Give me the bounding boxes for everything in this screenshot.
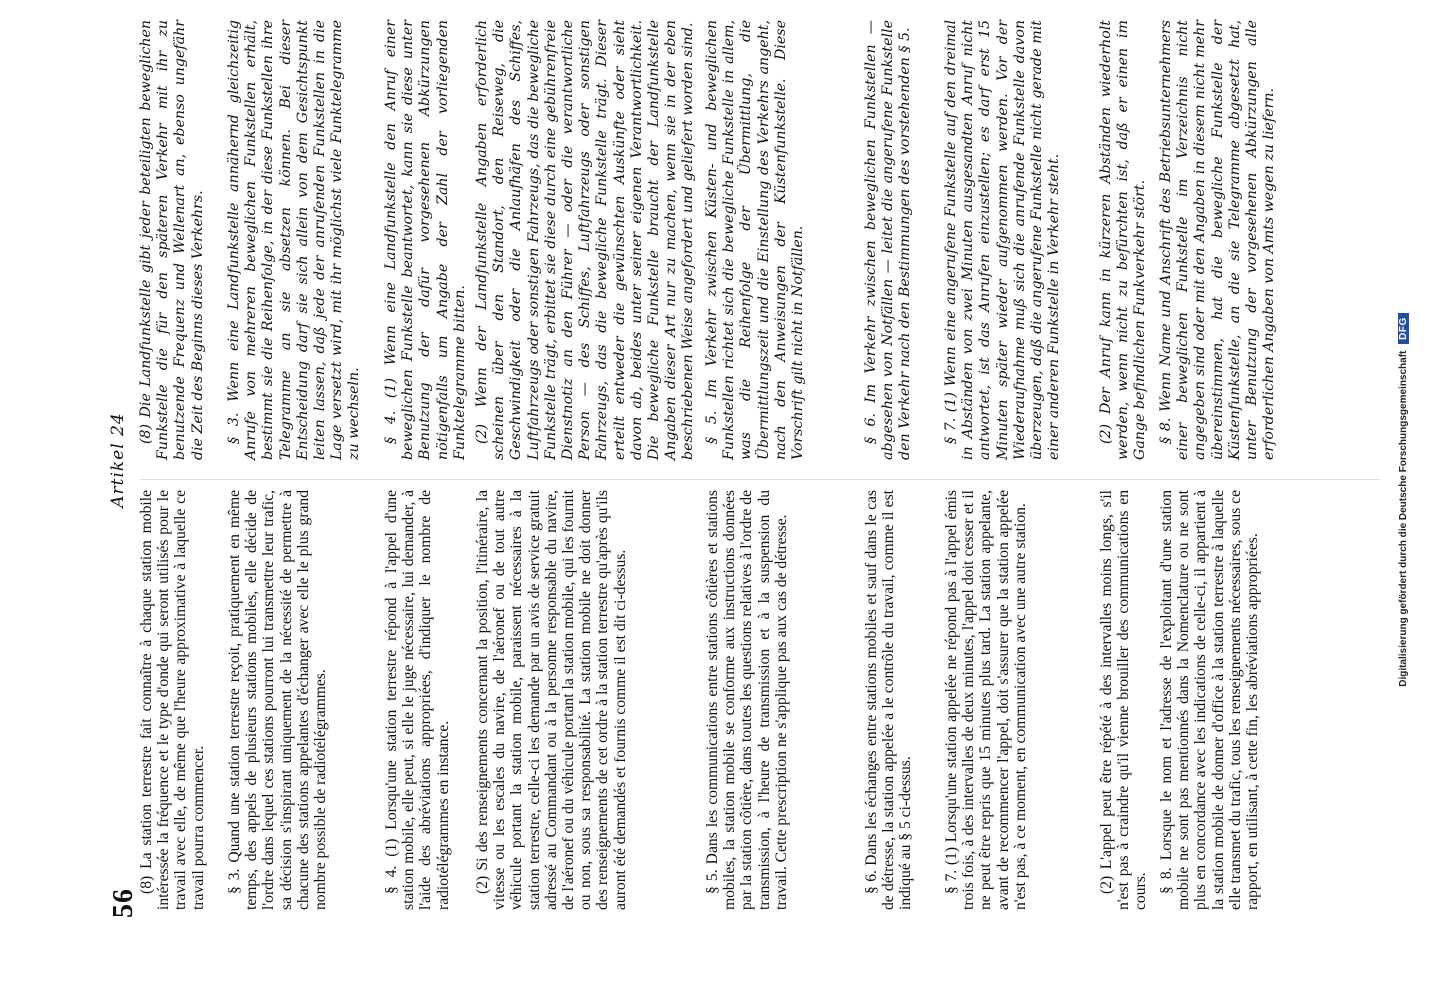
fr-section-6: § 6. Dans les échanges entre stations mobiles et sauf dans le cas de détresse, la station appelée a le contrôle du travail, comme il est indiqué au § 5 ci-dessus. — [863, 490, 915, 910]
fr-section-8: § 8. Lorsque le nom et l'adresse de l'exploitant d'une station mobile ne sont pas mentionnés dans la Nomenclature ou ne sont plus en concordance avec les indications de celle-ci, il appartient à la station mobile de donner d'office à la station terrestre à laquelle elle transmet du trafic, tous les renseignements nécessaires, sous ce rapport, en utilisant, à cette fin, les abréviations appropriées. — [1158, 490, 1262, 910]
de-section-4-2: (2) Wenn der Landfunkstelle Angaben erforderlich scheinen über den Standort, den Reiseweg, die Geschwindigkeit oder die Anlaufhäfen des Schiffes, Luftfahrzeugs oder sonstigen Fahrzeugs, das die bewegliche Funkstelle trägt, erbittet sie diese durch eine gebührenfreie Dienstnotiz an den Führer — oder die verantwortliche Person — des Schiffes, Luftfahrzeugs oder sonstigen Fahrzeugs, das die bewegliche Funkstelle trägt. Dieser erteilt entweder die gewünschten Auskünfte oder sieht davon ab, beides unter seiner eigenen Verantwortlichkeit. Die bewegliche Funkstelle braucht der Landfunkstelle Angaben dieser Art nur zu machen, wenn sie in der eben beschriebenen Weise angefordert und geliefert worden sind. — [474, 20, 697, 460]
de-section-3: § 3. Wenn eine Landfunkstelle annähernd gleichzeitig Anrufe von mehreren beweglichen Funkstellen erhält, bestimmt sie die Reihenfolge, in der diese Funkstellen ihre Telegramme an sie absetzen können. Bei dieser Entscheidung darf sie sich allein von dem Gesichtspunkt leiten lassen, daß jede der anrufenden Funkstellen in die Lage versetzt wird, mit ihr möglichst viele Funktelegramme zu wechseln. — [226, 20, 363, 460]
de-section-5: § 5. Im Verkehr zwischen Küsten- und beweglichen Funkstellen richtet sich die bewegliche Funkstelle in allem, was die Reihenfolge der Übermittlung, die Übermittlungszeit und die Einstellung des Verkehrs angeht, nach den Anweisungen der Küstenfunkstelle. Diese Vorschrift gilt nicht in Notfällen. — [704, 20, 807, 460]
fr-section-4-2: (2) Si des renseignements concernant la position, l'itinéraire, la vitesse ou les escales du navire, de l'aéronef ou de tout autre véhicule portant la station mobile, paraissent nécessaires à la station terrestre, celle-ci les demande par un avis de service gratuit adressé au Commandant ou à la personne responsable du navire, de l'aéronef ou du véhicule portant la station mobile, qui les fournit ou non, sous sa responsabilité. La station mobile ne doit donner des renseignements de cet ordre à la station terrestre qu'après qu'ils auront été demandés et fournis comme il est dit ci-dessus. — [474, 490, 629, 910]
de-paragraph-8: (8) Die Landfunkstelle gibt jeder beteiligten beweglichen Funkstelle die für den späteren Verkehr mit ihr zu benutzende Frequenz und Wellenart an, ebenso ungefähr die Zeit des Beginns dieses Verkehrs. — [138, 20, 206, 460]
article-header: Artikel 24 — [108, 412, 128, 508]
de-section-8: § 8. Wenn Name und Anschrift des Betriebsunternehmers einer beweglichen Funkstelle im Verzeichnis nicht angegeben sind oder mit den Angaben in diesem nicht mehr übereinstimmen, hat die bewegliche Funkstelle der Küstenfunkstelle, an die sie Telegramme abgesetzt hat, unter Benutzung der vorgesehenen Abkürzungen alle erforderlichen Angaben von Amts wegen zu liefern. — [1158, 20, 1278, 460]
fr-paragraph-8: (8) La station terrestre fait connaître à chaque station mobile intéressée la fréquence et le type d'onde qui seront utilisés pour le travail avec elle, de même que l'heure approximative à laquelle ce travail pourra commencer. — [138, 490, 207, 910]
digitization-note — [1398, 10, 1409, 990]
fr-section-7-1: § 7. (1) Lorsqu'une station appelée ne répond pas à l'appel émis trois fois, à des intervalles de deux minutes, l'appel doit cesser et il ne peut être repris que 15 minutes plus tard. La station appelante, avant de recommencer l'appel, doit s'assurer que la station appelée n'est pas, à ce moment, en communication avec une autre station. — [943, 490, 1029, 910]
fr-section-4-1: § 4. (1) Lorsqu'une station terrestre répond à l'appel d'une station mobile, elle peut, si elle le juge nécessaire, lui demander, à l'aide des abréviations appropriées, d'indiquer le nombre de radiotélégrammes en instance. — [383, 490, 452, 910]
de-section-4-1: § 4. (1) Wenn eine Landfunkstelle den Anruf einer beweglichen Funkstelle beantwortet, kann sie diese unter Benutzung der dafür vorgesehenen Abkürzungen nötigenfalls um Angabe der Zahl der vorliegenden Funktelegramme bitten. — [383, 20, 468, 460]
dfg-logo: DFG — [1398, 313, 1409, 344]
de-section-6: § 6. Im Verkehr zwischen beweglichen Funkstellen — abgesehen von Notfällen — leitet die angerufene Funkstelle den Verkehr nach den Bestimmungen des vorstehenden § 5. — [863, 20, 914, 460]
de-section-7-1: § 7. (1) Wenn eine angerufene Funkstelle auf den dreimal in Abständen von zwei Minuten ausgesandten Anruf nicht antwortet, ist das Anrufen einzustellen; es darf erst 15 Minuten später wieder aufgenommen werden. Vor der Wiederaufnahme muß sich die anrufende Funkstelle davon überzeugen, daß die angerufene Funkstelle nicht gerade mit einer anderen Funkstelle in Verkehr steht. — [943, 20, 1063, 460]
digitization-text: Digitalisierung gefördert durch die Deutsche Forschungsgemeinschaft — [1398, 350, 1409, 687]
fr-section-5: § 5. Dans les communications entre stations côtières et stations mobiles, la station mobile se conforme aux instructions données par la station côtière, dans toutes les questions relatives à l'ordre de transmission, à l'heure de transmission et à la suspension du travail. Cette prescription ne s'applique pas aux cas de détresse. — [704, 490, 790, 910]
fr-section-7-2: (2) L'appel peut être répété à des intervalles moins longs, s'il n'est pas à craindre qu'il vienne brouiller des communications en cours. — [1098, 490, 1150, 910]
fr-section-3: § 3. Quand une station terrestre reçoit, pratiquement en même temps, des appels de plusieurs stations mobiles, elle décide de l'ordre dans lequel ces stations pourront lui transmettre leur trafic, sa décision s'inspirant uniquement de la nécessité de permettre à chacune des stations appelantes d'échanger avec elle le plus grand nombre possible de radiotélégrammes. — [226, 490, 330, 910]
de-section-7-2: (2) Der Anruf kann in kürzeren Abständen wiederholt werden, wenn nicht zu befürchten ist, daß er einen im Gange befindlichen Funkverkehr stört. — [1098, 20, 1149, 460]
column-divider — [140, 479, 1380, 480]
page-number: 56 — [108, 888, 139, 918]
